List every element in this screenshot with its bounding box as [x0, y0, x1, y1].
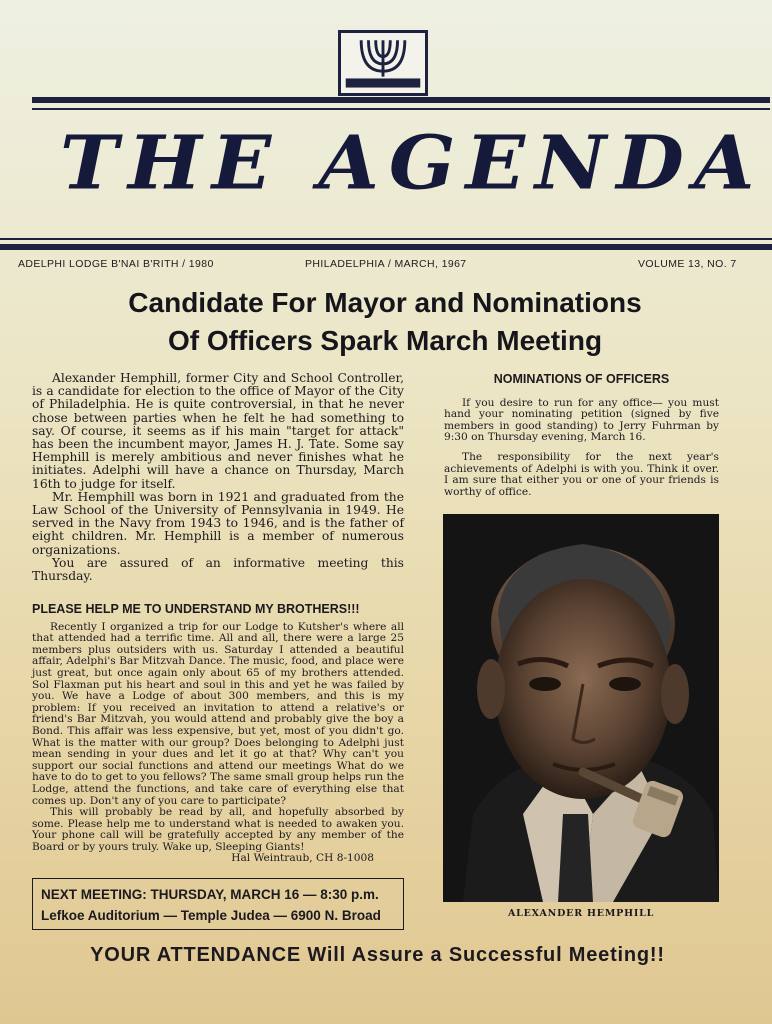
- issue-date: PHILADELPHIA / MARCH, 1967: [305, 258, 467, 270]
- meeting-location: Lefkoe Auditorium — Temple Judea — 6900 N. Broad: [41, 908, 381, 923]
- nominations-heading: NOMINATIONS OF OFFICERS: [493, 372, 670, 386]
- masthead-rule-top-thin: [32, 108, 770, 110]
- volume-number: VOLUME 13, NO. 7: [638, 258, 737, 270]
- lodge-line: ADELPHI LODGE B'NAI B'RITH / 1980: [18, 258, 214, 270]
- article-paragraph: Alexander Hemphill, former City and School Controller, is a candidate for election to the office of Mayor of the City of Philadelphia. He is quite controversial, in that he never chose between parties when he felt he had something to say. Of course, it seems as if his main "target for attack" has been the incumbent mayor, James H. J. Tate. Some say Hemphill is merely ambitious and never finishes what he initiates. Adelphi will have a chance on Thursday, March 16th to judge for itself.: [32, 371, 404, 491]
- nominations-paragraph: If you desire to run for any office— you must hand your nominating petition (signed by five members in good standing) to Jerry Fuhrman by 9:30 on Thursday evening, March 16.: [444, 396, 719, 444]
- masthead-rule-top: [32, 97, 770, 103]
- next-meeting-box: [32, 878, 404, 930]
- portrait-photo: [443, 514, 719, 902]
- masthead-rule-bottom: [0, 244, 772, 250]
- masthead-rule-bottom-thin: [0, 238, 772, 240]
- brothers-heading: PLEASE HELP ME TO UNDERSTAND MY BROTHERS!!!: [32, 602, 360, 616]
- article-paragraph: You are assured of an informative meeting this Thursday.: [32, 555, 404, 584]
- brothers-paragraph: Recently I organized a trip for our Lodge to Kutsher's where all that attended had a terrific time. All and all, there were a large 25 members plus outsiders with us. Saturday I attended a beautiful affair, Adelphi's Bar Mitzvah Dance. The music, food, and place were just great, but once again only about 65 of my brothers attended. Sol Flaxman put his heart and soul in this and yet he was failed by you. We have a Lodge of about 300 members, and this is my problem: If you received an invitation to attend a relative's or friend's Bar Mitzvah, you would attend and probably give the boy a Bond. This affair was less expensive, but yet, most of you didn't go. What is the matter with our group? Does belonging to Adelphi just mean sending in your dues and let it go at that? Why can't you support our social functions and attend our meetings What do we have to do to get to you fellows? The same small group helps run the Lodge, attend the functions, and take care of everything else that comes up. Don't any of you care to participate?: [32, 620, 404, 807]
- footer-slogan: YOUR ATTENDANCE Will Assure a Successful Meeting!!: [90, 944, 665, 966]
- headline-line-2: Of Officers Spark March Meeting: [167, 325, 603, 356]
- brothers-article: [32, 604, 404, 865]
- brothers-paragraph: This will probably be read by all, and hopefully absorbed by some. Please help me to understand what is needed to awaken you. Your phone call will be gratefully accepted by any member of the Board or by yours truly. Wake up, Sleeping Giants!: [32, 806, 404, 853]
- main-article: [32, 372, 404, 583]
- photo-caption: ALEXANDER HEMPHILL: [507, 908, 655, 919]
- meeting-time: NEXT MEETING: THURSDAY, MARCH 16 — 8:30 p.m.: [41, 887, 379, 902]
- signature: Hal Weintraub, CH 8-1008: [231, 852, 374, 865]
- masthead-title: THE AGENDA: [60, 120, 765, 207]
- article-paragraph: Mr. Hemphill was born in 1921 and graduated from the Law School of the University of Pennsylvania in 1949. He served in the Navy from 1943 to 1946, and is the father of eight children. Mr. Hemphill is a member of numerous organizations.: [32, 489, 404, 557]
- menorah-icon: [338, 30, 428, 96]
- headline-line-1: Candidate For Mayor and Nominations: [128, 287, 642, 318]
- nominations-paragraph: The responsibility for the next year's achievements of Adelphi is with you. Think it over. I am sure that either you or one of your friends is worthy of office.: [444, 450, 719, 498]
- masthead: [60, 120, 765, 220]
- headline: [60, 284, 710, 360]
- nominations-article: [444, 374, 719, 506]
